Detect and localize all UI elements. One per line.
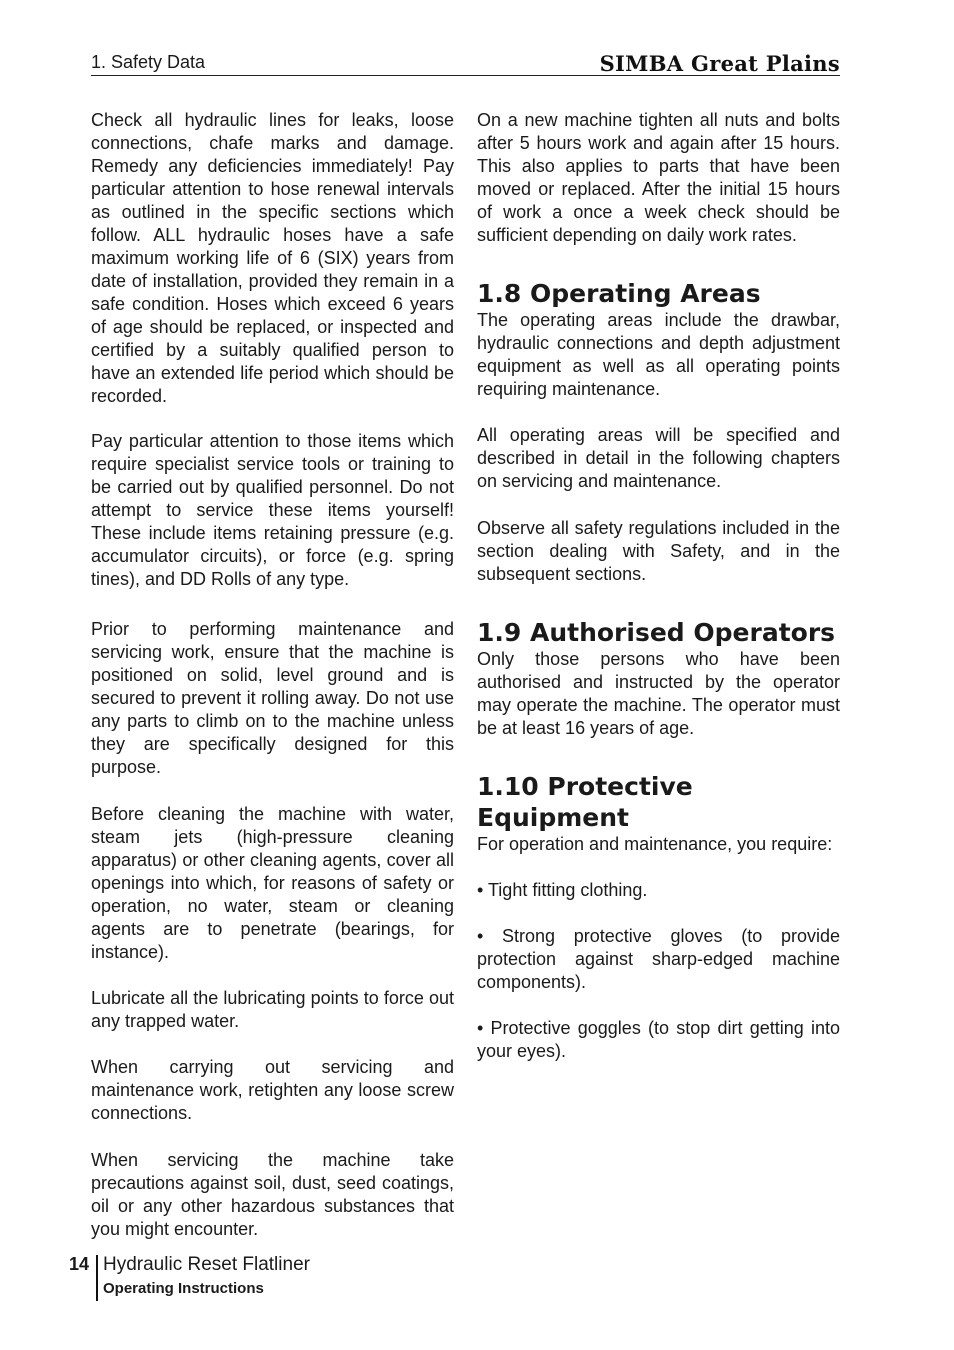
paragraph-retighten: When carrying out servicing and maintenance work, retighten any loose screw connections. <box>91 1057 454 1123</box>
paragraph-new-machine: On a new machine tighten all nuts and bolts after 5 hours work and again after 15 hours. This also applies to parts that have been moved or replaced. After the initial 15 hours of work a once a week check should be sufficient depending on daily work rates. <box>477 110 840 245</box>
paragraph-operating-areas-3: Observe all safety regulations included in the section dealing with Safety, and in the subsequent sections. <box>477 518 840 584</box>
heading-protective-equipment <box>477 771 840 833</box>
paragraph-specialist-tools: Pay particular attention to those items which require specialist service tools or training to be carried out by qualified personnel. Do not attempt to service these items yourself! These include items retaining pressure (e.g. accumulator circuits), or force (e.g. spring tines), and DD Rolls of any type. <box>91 431 454 589</box>
left-column <box>91 109 454 1241</box>
paragraph-operating-areas-2: All operating areas will be specified and described in detail in the following chapters on servicing and maintenance. <box>477 425 840 491</box>
header-section-label: 1. Safety Data <box>91 52 206 72</box>
paragraph-hazardous-substances: When servicing the machine take precautions against soil, dust, seed coatings, oil or any other hazardous substances that you might encounter. <box>91 1150 454 1239</box>
bullet-clothing: • Tight fitting clothing. <box>477 880 648 900</box>
paragraph-positioning: Prior to performing maintenance and servicing work, ensure that the machine is positioned on solid, level ground and is secured to prevent it rolling away. Do not use any parts to climb on to the machine unless they are specifically designed for this purpose. <box>91 619 454 777</box>
brand-logo-text: SIMBA Great Plains <box>599 51 840 76</box>
paragraph-hydraulic-lines: Check all hydraulic lines for leaks, loose connections, chafe marks and damage. Remedy any deficiencies immediately! Pay particular attention to hose renewal intervals as outlined in the specific sections which follow. ALL hydraulic hoses have a safe maximum working life of 6 (SIX) years from date of installation, provided they remain in a safe condition. Hoses which exceed 6 years of age should be replaced, or inspected and certified by a suitably qualified person to have an extended life period which should be recorded. <box>91 110 454 406</box>
right-column <box>477 109 840 1063</box>
heading-operating-areas: 1.8 Operating Areas <box>477 279 761 308</box>
paragraph-operating-areas-1: The operating areas include the drawbar, hydraulic connections and depth adjustment equipment as well as all operating points requiring maintenance. <box>477 310 840 399</box>
heading-protective-line1: 1.10 Protective <box>477 772 693 801</box>
bullet-gloves: • Strong protective gloves (to provide protection against sharp-edged machine components). <box>477 926 840 992</box>
paragraph-protective-intro: For operation and maintenance, you require: <box>477 834 833 854</box>
heading-protective-line2: Equipment <box>477 803 629 832</box>
paragraph-cleaning: Before cleaning the machine with water, steam jets (high-pressure cleaning apparatus) or other cleaning agents, cover all openings into which, for reasons of safety or operation, no water, steam or cleaning agents are to penetrate (bearings, for instance). <box>91 804 454 962</box>
paragraph-lubricate: Lubricate all the lubricating points to force out any trapped water. <box>91 988 454 1031</box>
footer-divider <box>96 1255 98 1301</box>
page-number: 14 <box>69 1254 90 1274</box>
paragraph-authorised-operators: Only those persons who have been authorised and instructed by the operator may operate the machine. The operator must be at least 16 years of age. <box>477 649 840 738</box>
bullet-goggles: • Protective goggles (to stop dirt getting into your eyes). <box>477 1018 840 1061</box>
header-divider <box>91 75 840 76</box>
footer-title: Hydraulic Reset Flatliner <box>103 1254 310 1275</box>
heading-authorised-operators: 1.9 Authorised Operators <box>477 618 836 647</box>
footer-subtitle: Operating Instructions <box>103 1280 264 1297</box>
